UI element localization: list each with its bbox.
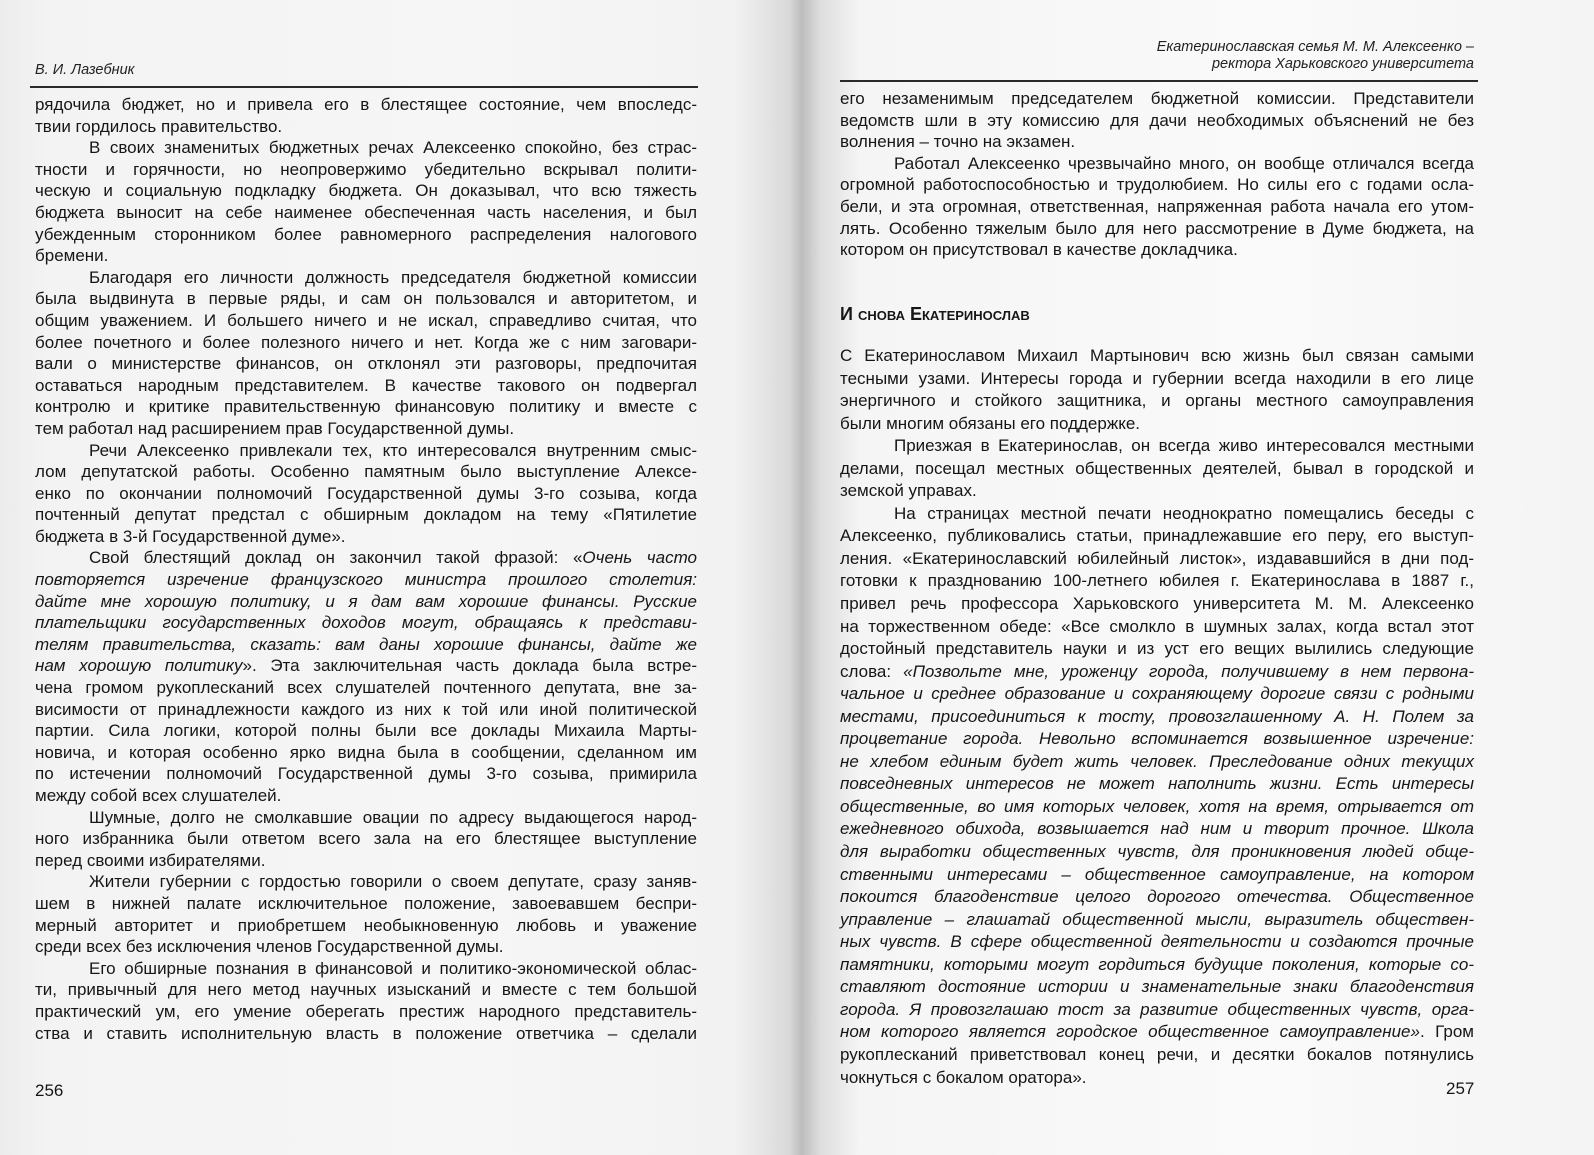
text-line	[840, 88, 1474, 110]
text-line	[35, 418, 697, 440]
running-head-author: В. И. Лазебник	[35, 62, 135, 78]
text: оставаться народным представителем. В качестве такового он подвергал	[35, 375, 697, 395]
text-line	[840, 570, 1474, 593]
italic-text: повторяется изречение французского министра прошлого столетия:	[35, 570, 697, 590]
text: лять. Особенно тяжелым было для него рассмотрение в Думе бюджета, на	[840, 218, 1474, 238]
running-head-line: ректора Харьковского университета	[1211, 56, 1474, 72]
text-line	[840, 480, 1474, 503]
right-body-text-section	[840, 345, 1474, 1089]
italic-text: не хлебом единым будет жить человек. Преследование одних текущих	[840, 751, 1474, 771]
text-line	[35, 850, 697, 872]
text: ного избранника были ответом всего зала на его блестящее выступление	[35, 829, 697, 849]
italic-text: ственными интересами – общественное самоуправление, на котором	[840, 864, 1474, 884]
text: Благодаря его личности должность председателя бюджетной комиссии	[89, 267, 697, 287]
text: делами, посещал местных общественных деятелей, бывал в городской и	[840, 458, 1474, 478]
page-number: 257	[1446, 1079, 1475, 1098]
text: ства и ставить исполнительную власть в положение ответчика – сделали	[35, 1023, 697, 1043]
text-line	[840, 796, 1474, 819]
text-line	[840, 751, 1474, 774]
italic-text: для выработки общественных чувств, для проникновения людей обще-	[840, 842, 1474, 862]
text-line	[35, 591, 697, 613]
text: энергичного и стойкого защитника, и органы местного самоуправления	[840, 391, 1474, 411]
text-line	[35, 461, 697, 483]
text: тем работал над расширением прав Государственной думы.	[35, 418, 515, 438]
text-line	[840, 886, 1474, 909]
text: висимости от принадлежности каждого из них к той или иной политической	[35, 699, 697, 719]
italic-text: покоится благоденствие целого дорогого отечества. Общественное	[840, 887, 1474, 907]
text-line	[840, 458, 1474, 481]
text-line	[35, 288, 697, 310]
italic-text: повседневных интересов не может наполнить жизни. Есть интересы	[840, 774, 1474, 794]
text: твии гордилось правительство.	[35, 116, 283, 136]
text-line	[840, 435, 1474, 458]
italic-text: ежедневного обихода, возвышается над ним и творит прочное. Школа	[840, 819, 1474, 839]
text-line	[840, 931, 1474, 954]
text: ческую и социальную подкладку бюджета. Он доказывал, что всю тяжесть	[35, 181, 697, 201]
text: были многим обязаны его поддержке.	[840, 413, 1141, 433]
text: чокнуться с бокалом оратора».	[840, 1067, 1087, 1087]
text-line	[840, 218, 1474, 240]
text: контролю и критике правительственную финансовую политику и вместе с	[35, 397, 697, 417]
italic-text: телям правительства, сказать: вам даны хорошие финансы, дайте же	[35, 634, 697, 654]
text-line	[35, 504, 697, 526]
text: енко по окончании полномочий Государственной думы 3-го созыва, когда	[35, 483, 697, 503]
italic-text: процветание города. Невольно вспоминается возвышенное изречение:	[840, 729, 1474, 749]
text-line	[840, 1067, 1474, 1090]
text-line	[35, 936, 697, 958]
italic-text: управление – глашатай общественной мысли, выразитель обществен-	[840, 909, 1474, 929]
text-line	[840, 954, 1474, 977]
text-line	[35, 612, 697, 634]
italic-text: ном которого является городское общественное самоуправление»	[840, 1022, 1420, 1042]
text: мерный авторитет и приобретшем необыкновенную любовь и уважение	[35, 915, 697, 935]
text-line	[840, 976, 1474, 999]
text: между собой всех слушателей.	[35, 786, 282, 805]
text: более почетного и более полезного ничего и нет. Когда же с ним заговари-	[35, 332, 697, 352]
italic-text: местами, присоединиться к тосту, провозглашенному А. Н. Полем за	[840, 706, 1474, 726]
text: его незаменимым председателем бюджетной комиссии. Представители	[840, 89, 1474, 108]
text: среди всех без исключения членов Государственной думы.	[35, 937, 504, 957]
text-line	[35, 159, 697, 181]
text-line	[35, 396, 697, 418]
text-line	[35, 807, 697, 829]
text-line	[35, 915, 697, 937]
text: огромной работоспособностью и трудолюбием. Но силы его с годами осла-	[840, 175, 1474, 195]
text: убежденным сторонником более равномерного распределения налогового	[35, 224, 697, 244]
text-line	[35, 547, 697, 569]
italic-text: города. Я провозглашаю тост за развитие общественных чувств, орга-	[840, 999, 1474, 1019]
text: рукоплесканий приветствовал конец речи, и десятки бокалов потянулись	[840, 1044, 1474, 1064]
text: тесными узами. Интересы города и губернии всегда находили в его лице	[840, 368, 1474, 388]
page-number: 256	[35, 1081, 64, 1100]
text-line	[35, 224, 697, 246]
text: партии. Сила логики, которой полны были все доклады Михаила Марты-	[35, 721, 697, 741]
text: тности и горячности, но неопровержимо убедительно вскрывал полити-	[35, 159, 697, 179]
text-line	[35, 979, 697, 1001]
text-line	[35, 267, 697, 289]
text-line	[35, 634, 697, 656]
text-line	[35, 526, 697, 548]
italic-text: общественные, во имя которых человек, хотя на время, отрывается от	[840, 796, 1474, 816]
text-line	[840, 841, 1474, 864]
text-line	[35, 180, 697, 202]
text-line	[840, 683, 1474, 706]
text-line	[35, 137, 697, 159]
text: достойный представитель науки и из уст его вещих вылились следующие	[840, 639, 1474, 659]
text: Жители губернии с гордостью говорили о своем депутате, сразу заняв-	[89, 872, 697, 892]
text: вали о министерстве финансов, он отклонял эти разговоры, предпочитая	[35, 354, 697, 374]
text-line	[840, 413, 1474, 436]
section-heading: И снова Екатеринослав	[840, 304, 1030, 324]
text: привел речь профессора Харьковского университета М. М. Алексеенко	[840, 594, 1474, 614]
text-line	[35, 245, 697, 267]
text-line	[840, 239, 1474, 261]
text-line	[35, 871, 697, 893]
text-line	[35, 828, 697, 850]
header-rule	[840, 80, 1478, 82]
text: чена громом рукоплесканий всех слушателей почтенного депутата, вне за-	[35, 678, 697, 698]
italic-text: «Позвольте мне, уроженцу города, получившему в нем первона-	[903, 661, 1474, 681]
running-head-title	[1157, 39, 1474, 73]
text-line	[35, 655, 697, 677]
text-line	[840, 131, 1474, 153]
text-line	[35, 742, 697, 764]
text: На страницах местной печати неоднократно помещались беседы с	[894, 503, 1474, 523]
text-line	[840, 864, 1474, 887]
text-line	[35, 958, 697, 980]
text-line	[840, 110, 1474, 132]
text-line	[840, 728, 1474, 751]
italic-text: ных чувств. В сфере общественной деятельности и создаются прочные	[840, 932, 1474, 952]
text-line	[35, 720, 697, 742]
text-line	[840, 593, 1474, 616]
text: готовки к празднованию 100-летнего юбилея г. Екатеринослава в 1887 г.,	[840, 571, 1474, 591]
text: Его обширные познания в финансовой и политико-экономической облас-	[89, 958, 697, 978]
text-line	[840, 706, 1474, 729]
running-head-line: Екатеринославская семья М. М. Алексеенко –	[1156, 39, 1474, 55]
text-line	[35, 353, 697, 375]
text: перед своими избирателями.	[35, 850, 266, 870]
text-line	[840, 345, 1474, 368]
text-line	[35, 763, 697, 785]
text: бремени.	[35, 246, 109, 266]
text: ления. «Екатеринославский юбилейный листок», издававшийся в дни под-	[840, 548, 1474, 568]
text: . Гром	[1419, 1022, 1474, 1042]
text: В своих знаменитых бюджетных речах Алексеенко спокойно, без страс-	[89, 138, 697, 158]
italic-text: памятники, которыми могут гордиться будущие поколения, которые со-	[840, 954, 1474, 974]
text-line	[35, 483, 697, 505]
text-line	[840, 390, 1474, 413]
text-line	[35, 310, 697, 332]
text-line	[840, 818, 1474, 841]
text: ведомств шли в эту комиссию для дачи необходимых объяснений не без	[840, 110, 1474, 130]
text: слова:	[840, 661, 904, 681]
text-line	[840, 773, 1474, 796]
text-line	[840, 999, 1474, 1022]
text: лом депутатской работы. Особенно памятным было выступление Алексе-	[35, 462, 697, 482]
text: шем в нижней палате исключительное положение, завоевавшем беспри-	[35, 893, 697, 913]
text-line	[35, 202, 697, 224]
text: практический ум, его умение оберегать престиж народного представитель-	[35, 1001, 697, 1021]
italic-text: Очень часто	[582, 548, 697, 568]
text-line	[840, 503, 1474, 526]
text-line	[35, 677, 697, 699]
text-line	[840, 1021, 1474, 1044]
italic-text: чальное и среднее образование и сохраняющему дорогие связи с родными	[840, 684, 1474, 704]
text-line	[35, 893, 697, 915]
text-line	[840, 1044, 1474, 1067]
text: рядочила бюджет, но и привела его в блестящее состояние, чем впоследс-	[35, 95, 697, 114]
italic-text: дайте мне хорошую политику, и я дам вам хорошие финансы. Русские	[35, 591, 697, 611]
text-line	[840, 909, 1474, 932]
text: Речи Алексеенко привлекали тех, кто интересовался внутренним смыс-	[89, 440, 697, 460]
right-body-text-top	[840, 88, 1474, 261]
text: новича, и которая особенно ярко видна была в сообщении, сделанном им	[35, 742, 697, 762]
text-line	[840, 616, 1474, 639]
text-line	[35, 1023, 697, 1045]
header-rule	[30, 86, 698, 88]
text: Работал Алексеенко чрезвычайно много, он вообще отличался всегда	[894, 153, 1474, 173]
text: бюджета выносит на себе наименее обеспеченная часть населения, и был	[35, 202, 697, 222]
text: общим уважением. И большего ничего и не искал, справедливо считая, что	[35, 310, 697, 330]
text-line	[35, 440, 697, 462]
text-line	[840, 548, 1474, 571]
text-line	[35, 1001, 697, 1023]
text-line	[35, 569, 697, 591]
text: ти, привычный для него метод научных изысканий и вместе с тем большой	[35, 980, 697, 1000]
text-line	[35, 699, 697, 721]
text-line	[35, 94, 697, 116]
text-line	[35, 116, 697, 138]
text-line	[840, 661, 1474, 684]
text: бели, и эта огромная, ответственная, напряженная работа начала его утом-	[840, 196, 1474, 216]
text-line	[840, 174, 1474, 196]
italic-text: ставляют достояние истории и знаменательные знаки благоденствия	[840, 977, 1474, 997]
text: почтенный депутат предстал с обширным докладом на тему «Пятилетие	[35, 505, 697, 525]
italic-text: нам хорошую политику	[35, 656, 243, 676]
text: Алексеенко, публиковались статьи, принадлежавшие его перу, его выступ-	[840, 526, 1474, 546]
text: котором он присутствовал в качестве докладчика.	[840, 240, 1238, 260]
text: была выдвинута в первые ряды, и сам он пользовался и авторитетом, и	[35, 289, 697, 309]
text: по истечении полномочий Государственной думы 3-го созыва, примирила	[35, 764, 697, 784]
text: С Екатеринославом Михаил Мартынович всю жизнь был связан самыми	[840, 346, 1474, 365]
text: Шумные, долго не смолкавшие овации по адресу выдающегося народ-	[89, 807, 697, 827]
text: на торжественном обеде: «Все смолкло в шумных залах, когда встал этот	[840, 616, 1474, 636]
text-line	[840, 368, 1474, 391]
text: Свой блестящий доклад он закончил такой фразой: «	[89, 548, 583, 568]
text-line	[840, 525, 1474, 548]
text: ». Эта заключительная часть доклада была встре-	[242, 656, 697, 676]
text-line	[840, 638, 1474, 661]
text-line	[35, 785, 697, 807]
text-line	[840, 153, 1474, 175]
text: Приезжая в Екатеринослав, он всегда живо интересовался местными	[894, 436, 1474, 456]
text: бюджета в 3-й Государственной думе».	[35, 526, 346, 546]
text-line	[35, 375, 697, 397]
text: земской управах.	[840, 481, 977, 501]
italic-text: плательщики государственных доходов могут, обращаясь к представи-	[35, 613, 697, 633]
text-line	[35, 332, 697, 354]
text: волнения – точно на экзамен.	[840, 132, 1076, 152]
text-line	[840, 196, 1474, 218]
left-body-text	[35, 94, 697, 1044]
